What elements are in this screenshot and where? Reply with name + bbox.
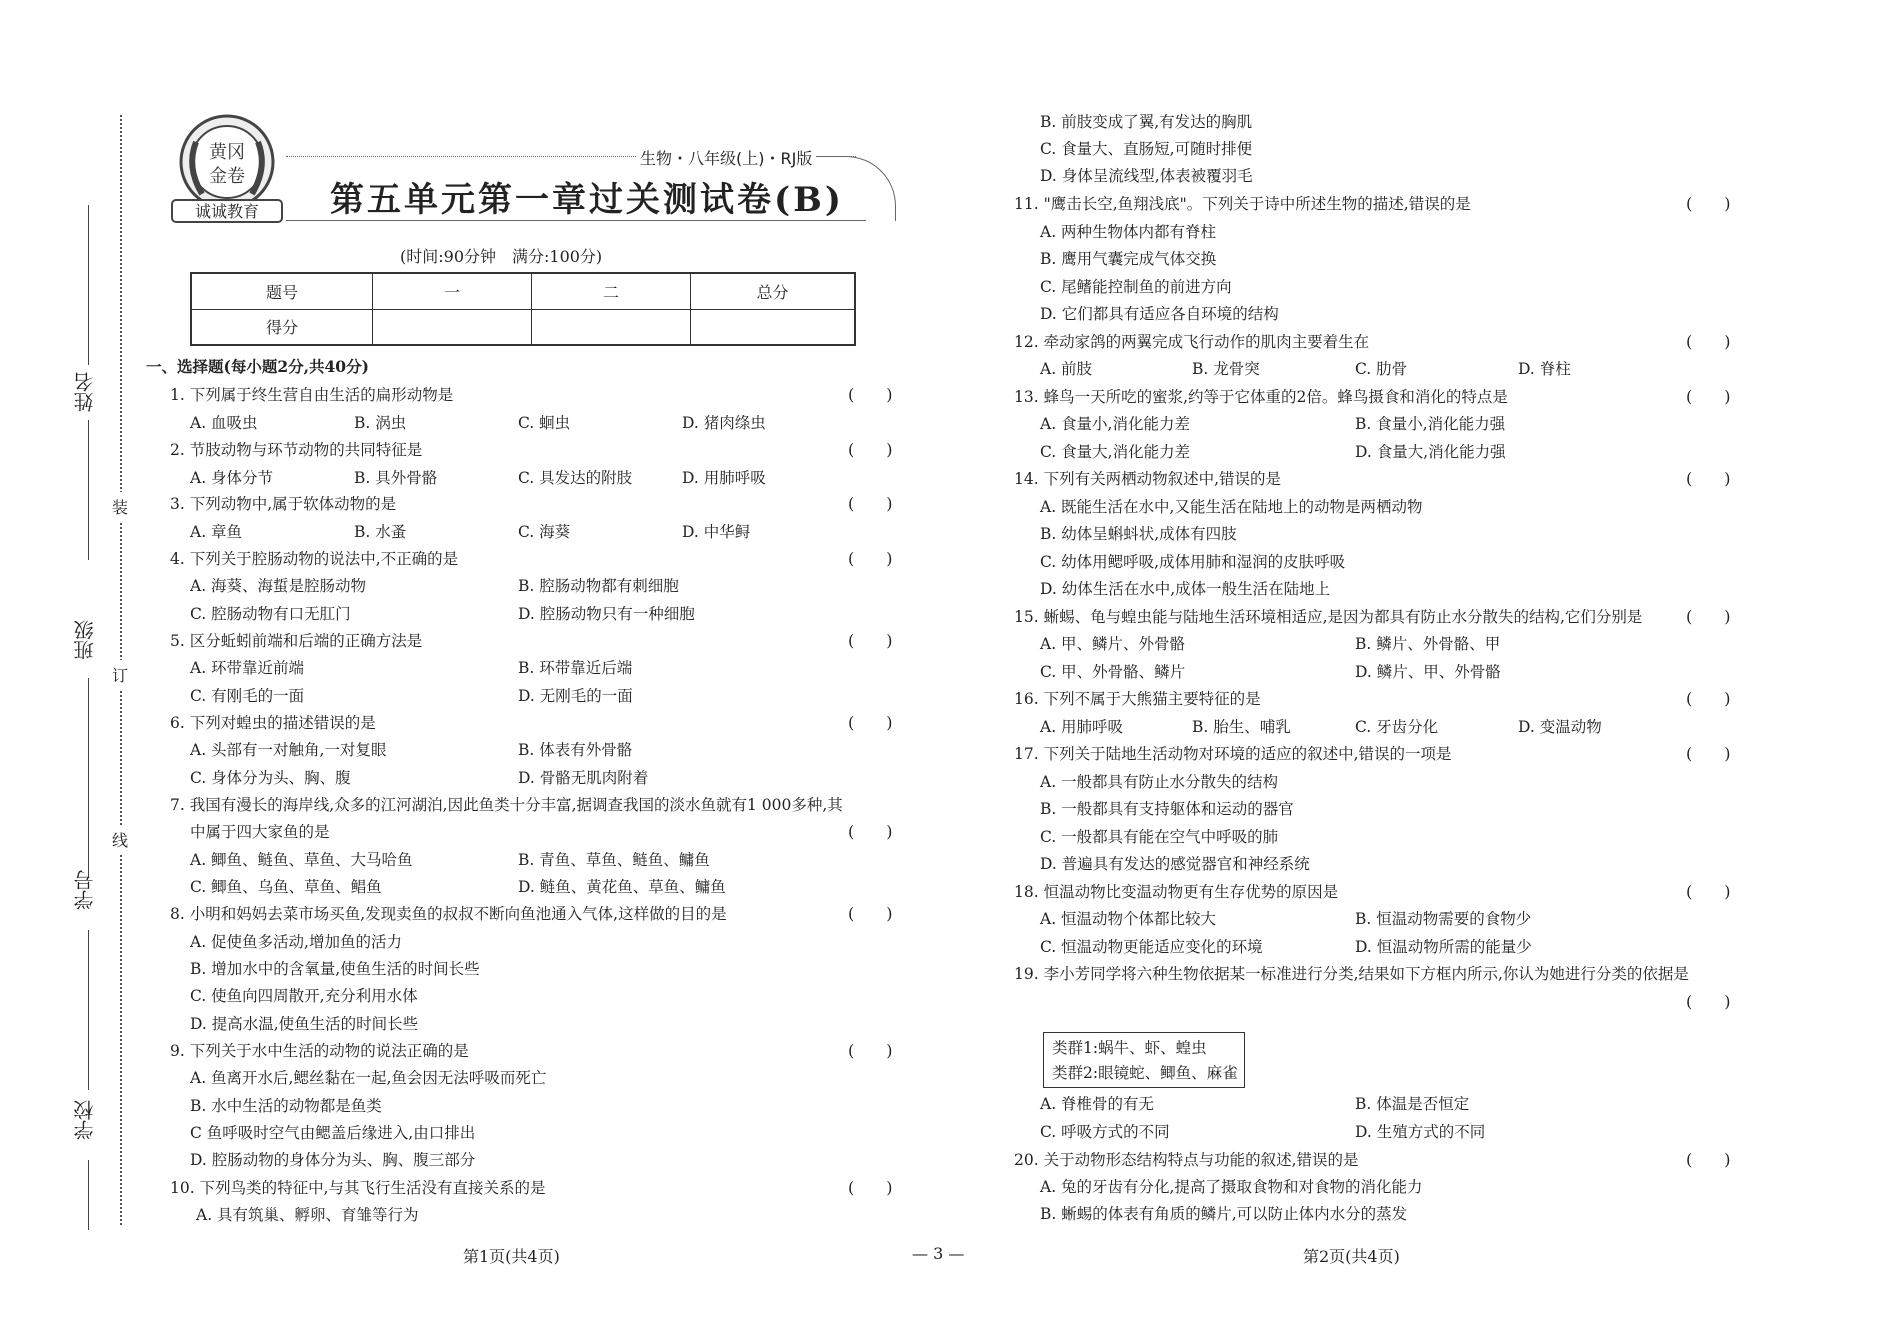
q14-answer-blank[interactable]: ( ) <box>1686 469 1731 488</box>
q2-option-b: B. 具外骨骼 <box>354 469 438 487</box>
q3-option-b: B. 水蚤 <box>354 523 407 541</box>
q17-option-d: D. 普遍具有发达的感觉器官和神经系统 <box>1040 855 1310 873</box>
q12-option-d: D. 脊柱 <box>1518 360 1571 378</box>
score-row-label: 得分 <box>191 309 373 345</box>
q8-answer-blank[interactable]: ( ) <box>848 904 893 923</box>
q11-option-a: A. 两种生物体内都有脊柱 <box>1040 223 1217 241</box>
q10-option-b: B. 前肢变成了翼,有发达的胸肌 <box>1040 113 1253 131</box>
q4-answer-blank[interactable]: ( ) <box>848 549 893 568</box>
score-header-total: 总分 <box>691 273 856 309</box>
q11-stem: 11. "鹰击长空,鱼翔浅底"。下列关于诗中所述生物的描述,错误的是 <box>1014 195 1471 213</box>
q13-option-c: C. 食量大,消化能力差 <box>1040 443 1191 461</box>
class-label: 班级 <box>73 620 97 660</box>
brand-name: 诚诚教育 <box>194 202 260 221</box>
q12-answer-blank[interactable]: ( ) <box>1686 332 1731 351</box>
q16-option-d: D. 变温动物 <box>1518 718 1602 736</box>
q5-stem: 5. 区分蚯蚓前端和后端的正确方法是 <box>170 632 423 650</box>
q18-option-c: C. 恒温动物更能适应变化的环境 <box>1040 938 1263 956</box>
score-cell-1[interactable] <box>373 309 532 345</box>
q6-stem: 6. 下列对蝗虫的描述错误的是 <box>170 714 376 732</box>
q9-stem: 9. 下列关于水中生活的动物的说法正确的是 <box>170 1042 469 1060</box>
cut-mark-zhuang: 装 <box>112 492 128 521</box>
q11-option-d: D. 它们都具有适应各自环境的结构 <box>1040 305 1279 323</box>
q14-stem: 14. 下列有关两栖动物叙述中,错误的是 <box>1014 470 1282 488</box>
q7-stem-line2: 中属于四大家鱼的是 <box>190 823 330 841</box>
q9-option-b: B. 水中生活的动物都是鱼类 <box>190 1097 382 1115</box>
cut-mark-ding: 订 <box>112 660 128 689</box>
q1-option-a: A. 血吸虫 <box>190 414 258 432</box>
q4-option-b: B. 腔肠动物都有刺细胞 <box>518 577 679 595</box>
q8-stem: 8. 小明和妈妈去菜市场买鱼,发现卖鱼的叔叔不断向鱼池通入气体,这样做的目的是 <box>170 905 727 923</box>
school-label: 学校 <box>73 1100 97 1140</box>
q1-answer-blank[interactable]: ( ) <box>848 385 893 404</box>
q14-option-d: D. 幼体生活在水中,成体一般生活在陆地上 <box>1040 580 1331 598</box>
q2-answer-blank[interactable]: ( ) <box>848 440 893 459</box>
q14-option-b: B. 幼体呈蝌蚪状,成体有四肢 <box>1040 525 1237 543</box>
q10-stem: 10. 下列鸟类的特征中,与其飞行生活没有直接关系的是 <box>170 1179 546 1197</box>
q10-option-a: A. 具有筑巢、孵卵、育雏等行为 <box>196 1206 419 1224</box>
q9-answer-blank[interactable]: ( ) <box>848 1041 893 1060</box>
score-header-1: 一 <box>373 273 532 309</box>
number-blank <box>88 930 89 1090</box>
q7-option-b: B. 青鱼、草鱼、鲢鱼、鳙鱼 <box>518 851 710 869</box>
q16-answer-blank[interactable]: ( ) <box>1686 689 1731 708</box>
q2-stem: 2. 节肢动物与环节动物的共同特征是 <box>170 441 423 459</box>
q19-option-c: C. 呼吸方式的不同 <box>1040 1123 1170 1141</box>
score-table <box>190 272 856 346</box>
number-label: 学号 <box>73 870 97 910</box>
q7-answer-blank[interactable]: ( ) <box>848 822 893 841</box>
q7-option-d: D. 鲢鱼、黄花鱼、草鱼、鳙鱼 <box>518 878 726 896</box>
q14-option-a: A. 既能生活在水中,又能生活在陆地上的动物是两栖动物 <box>1040 498 1423 516</box>
q5-answer-blank[interactable]: ( ) <box>848 631 893 650</box>
cut-mark-xian: 线 <box>112 825 128 854</box>
q20-option-b: B. 蜥蜴的体表有角质的鳞片,可以防止体内水分的蒸发 <box>1040 1205 1408 1223</box>
q2-option-c: C. 具发达的附肢 <box>518 469 633 487</box>
score-header-no: 题号 <box>191 273 373 309</box>
q18-answer-blank[interactable]: ( ) <box>1686 882 1731 901</box>
q3-stem: 3. 下列动物中,属于软体动物的是 <box>170 495 397 513</box>
q15-answer-blank[interactable]: ( ) <box>1686 607 1731 626</box>
logo-text-top: 黄冈 <box>209 142 245 163</box>
q1-option-d: D. 猪肉绦虫 <box>682 414 766 432</box>
q19-option-b: B. 体温是否恒定 <box>1355 1095 1470 1113</box>
score-cell-total[interactable] <box>691 309 856 345</box>
q19-stem: 19. 李小芳同学将六种生物依据某一标准进行分类,结果如下方框内所示,你认为她进行分类的依据是 <box>1014 965 1689 983</box>
q8-option-c: C. 使鱼向四周散开,充分利用水体 <box>190 987 418 1005</box>
name-label: 姓名 <box>73 372 97 412</box>
q9-option-a: A. 鱼离开水后,鳃丝黏在一起,鱼会因无法呼吸而死亡 <box>190 1069 547 1087</box>
q16-option-b: B. 胎生、哺乳 <box>1192 718 1291 736</box>
score-cell-2[interactable] <box>532 309 691 345</box>
q4-stem: 4. 下列关于腔肠动物的说法中,不正确的是 <box>170 550 459 568</box>
q7-option-a: A. 鲫鱼、鲢鱼、草鱼、大马哈鱼 <box>190 851 413 869</box>
q5-option-c: C. 有刚毛的一面 <box>190 687 305 705</box>
q19-answer-blank[interactable]: ( ) <box>1686 992 1731 1011</box>
q13-option-a: A. 食量小,消化能力差 <box>1040 415 1190 433</box>
q7-option-c: C. 鲫鱼、乌鱼、草鱼、鲳鱼 <box>190 878 382 896</box>
logo-text-bottom: 金卷 <box>209 166 245 187</box>
q17-option-c: C. 一般都具有能在空气中呼吸的肺 <box>1040 828 1279 846</box>
q19-group-1: 类群1:蜗牛、虾、蝗虫 <box>1052 1039 1207 1057</box>
q16-stem: 16. 下列不属于大熊猫主要特征的是 <box>1014 690 1261 708</box>
footer-page-right: 第2页(共4页) <box>1303 1247 1400 1266</box>
class-gap <box>88 420 89 560</box>
school-blank <box>88 1160 89 1230</box>
subject-label: 生物・八年级(上)・RJ版 <box>636 146 816 169</box>
q2-option-d: D. 用肺呼吸 <box>682 469 766 487</box>
q16-option-c: C. 牙齿分化 <box>1355 718 1439 736</box>
q19-group-2: 类群2:眼镜蛇、鲫鱼、麻雀 <box>1052 1064 1238 1082</box>
q12-stem: 12. 牵动家鸽的两翼完成飞行动作的肌肉主要着生在 <box>1014 333 1370 351</box>
q10-option-c: C. 食量大、直肠短,可随时排便 <box>1040 140 1253 158</box>
q1-option-b: B. 涡虫 <box>354 414 407 432</box>
q6-answer-blank[interactable]: ( ) <box>848 713 893 732</box>
q19-classification-box <box>1043 1032 1245 1088</box>
q19-option-d: D. 生殖方式的不同 <box>1355 1123 1486 1141</box>
q15-option-a: A. 甲、鳞片、外骨骼 <box>1040 635 1186 653</box>
q11-option-b: B. 鹰用气囊完成气体交换 <box>1040 250 1217 268</box>
q15-option-d: D. 鳞片、甲、外骨骼 <box>1355 663 1501 681</box>
q15-option-c: C. 甲、外骨骼、鳞片 <box>1040 663 1186 681</box>
q12-option-b: B. 龙骨突 <box>1192 360 1260 378</box>
q8-option-d: D. 提高水温,使鱼生活的时间长些 <box>190 1015 419 1033</box>
q6-option-d: D. 骨骼无肌肉附着 <box>518 769 649 787</box>
q11-answer-blank[interactable]: ( ) <box>1686 194 1731 213</box>
q18-option-a: A. 恒温动物个体都比较大 <box>1040 910 1217 928</box>
q8-option-a: A. 促使鱼多活动,增加鱼的活力 <box>190 933 402 951</box>
q18-option-d: D. 恒温动物所需的能量少 <box>1355 938 1532 956</box>
q3-option-c: C. 海葵 <box>518 523 571 541</box>
q14-option-c: C. 幼体用鳃呼吸,成体用肺和湿润的皮肤呼吸 <box>1040 553 1346 571</box>
q17-option-a: A. 一般都具有防止水分散失的结构 <box>1040 773 1279 791</box>
brand-logo <box>168 112 286 224</box>
q15-option-b: B. 鳞片、外骨骼、甲 <box>1355 635 1501 653</box>
q4-option-c: C. 腔肠动物有口无肛门 <box>190 605 351 623</box>
q3-answer-blank[interactable]: ( ) <box>848 494 893 513</box>
q20-option-a: A. 兔的牙齿有分化,提高了摄取食物和对食物的消化能力 <box>1040 1178 1423 1196</box>
q18-stem: 18. 恒温动物比变温动物更有生存优势的原因是 <box>1014 883 1339 901</box>
q4-option-a: A. 海葵、海蜇是腔肠动物 <box>190 577 367 595</box>
q6-option-c: C. 身体分为头、胸、腹 <box>190 769 351 787</box>
class-blank <box>88 678 89 878</box>
q10-option-d: D. 身体呈流线型,体表被覆羽毛 <box>1040 167 1253 185</box>
q13-stem: 13. 蜂鸟一天所吃的蜜浆,约等于它体重的2倍。蜂鸟摄食和消化的特点是 <box>1014 388 1508 406</box>
q2-option-a: A. 身体分节 <box>190 469 274 487</box>
q5-option-d: D. 无刚毛的一面 <box>518 687 633 705</box>
q6-option-a: A. 头部有一对触角,一对复眼 <box>190 741 387 759</box>
q8-option-b: B. 增加水中的含氧量,使鱼生活的时间长些 <box>190 960 480 978</box>
q17-answer-blank[interactable]: ( ) <box>1686 744 1731 763</box>
q20-answer-blank[interactable]: ( ) <box>1686 1150 1731 1169</box>
q5-option-b: B. 环带靠近后端 <box>518 659 633 677</box>
score-header-2: 二 <box>532 273 691 309</box>
q12-option-c: C. 肋骨 <box>1355 360 1408 378</box>
q16-option-a: A. 用肺呼吸 <box>1040 718 1124 736</box>
time-info: (时间:90分钟 满分:100分) <box>400 247 603 266</box>
q4-option-d: D. 腔肠动物只有一种细胞 <box>518 605 695 623</box>
q9-option-c: C 鱼呼吸时空气由鳃盖后缘进入,由口排出 <box>190 1124 476 1142</box>
q13-answer-blank[interactable]: ( ) <box>1686 387 1731 406</box>
page-title: 第五单元第一章过关测试卷(B) <box>330 180 844 220</box>
q12-option-a: A. 前肢 <box>1040 360 1093 378</box>
q18-option-b: B. 恒温动物需要的食物少 <box>1355 910 1532 928</box>
q13-option-b: B. 食量小,消化能力强 <box>1355 415 1506 433</box>
q20-stem: 20. 关于动物形态结构特点与功能的叙述,错误的是 <box>1014 1151 1359 1169</box>
q17-option-b: B. 一般都具有支持躯体和运动的器官 <box>1040 800 1294 818</box>
q17-stem: 17. 下列关于陆地生活动物对环境的适应的叙述中,错误的一项是 <box>1014 745 1452 763</box>
q3-option-a: A. 章鱼 <box>190 523 243 541</box>
q19-option-a: A. 脊椎骨的有无 <box>1040 1095 1155 1113</box>
name-blank <box>88 205 89 365</box>
q3-option-d: D. 中华鲟 <box>682 523 751 541</box>
section-1-title: 一、选择题(每小题2分,共40分) <box>146 357 369 376</box>
q1-option-c: C. 蛔虫 <box>518 414 571 432</box>
q13-option-d: D. 食量大,消化能力强 <box>1355 443 1506 461</box>
q11-option-c: C. 尾鳍能控制鱼的前进方向 <box>1040 278 1232 296</box>
footer-page-left: 第1页(共4页) <box>463 1247 560 1266</box>
footer-page-center: — 3 — <box>912 1244 965 1263</box>
q1-stem: 1. 下列属于终生营自由生活的扁形动物是 <box>170 386 454 404</box>
q15-stem: 15. 蜥蜴、龟与蝗虫能与陆地生活环境相适应,是因为都具有防止水分散失的结构,它们分别是 <box>1014 608 1643 626</box>
q6-option-b: B. 体表有外骨骼 <box>518 741 633 759</box>
q10-answer-blank[interactable]: ( ) <box>848 1178 893 1197</box>
q5-option-a: A. 环带靠近前端 <box>190 659 305 677</box>
q9-option-d: D. 腔肠动物的身体分为头、胸、腹三部分 <box>190 1151 476 1169</box>
q7-stem: 7. 我国有漫长的海岸线,众多的江河湖泊,因此鱼类十分丰富,据调查我国的淡水鱼就有1 000多种,其 <box>170 796 843 814</box>
